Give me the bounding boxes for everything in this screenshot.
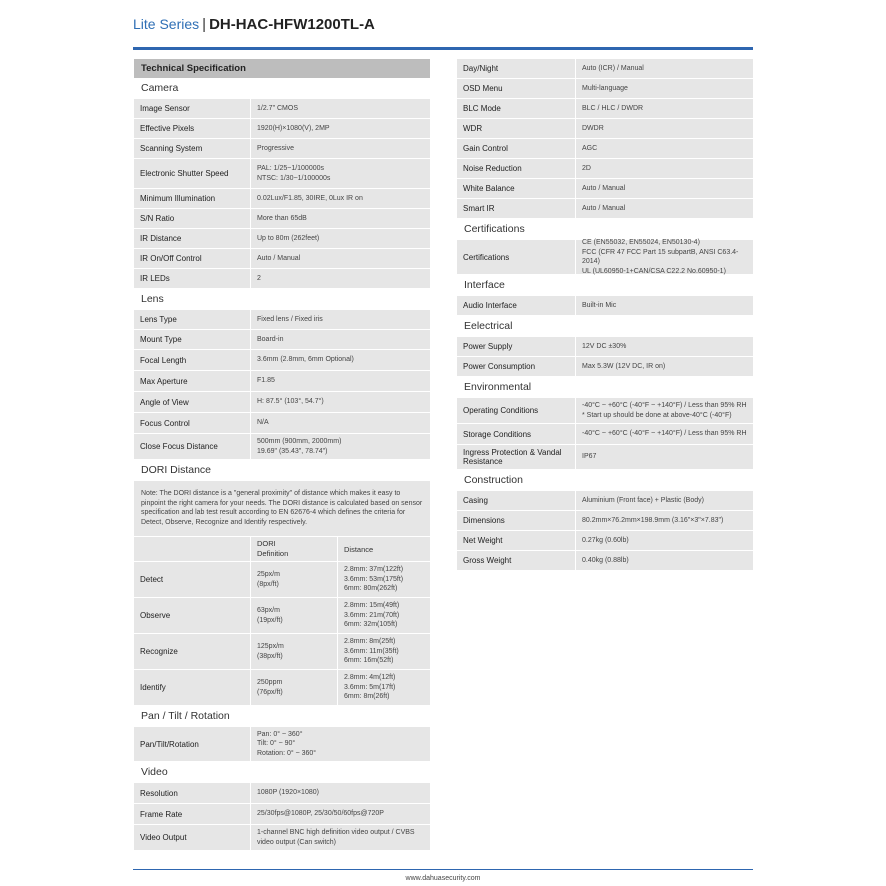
section-environmental: Environmental <box>464 381 532 393</box>
construction-rows <box>457 491 753 570</box>
spec-key: Power Supply <box>463 342 513 351</box>
spec-value: Auto / Manual <box>575 179 753 198</box>
spec-key: Resolution <box>140 788 178 798</box>
section-certifications: Certifications <box>464 223 525 235</box>
spec-row <box>134 350 430 370</box>
spec-value: Progressive <box>250 139 430 158</box>
spec-key: Certifications <box>463 252 510 262</box>
spec-key: IR On/Off Control <box>140 254 202 263</box>
spec-row <box>134 825 430 850</box>
spec-value: N/A <box>250 413 430 433</box>
spec-value: Up to 80m (262feet) <box>250 229 430 248</box>
spec-row <box>457 337 753 356</box>
spec-row <box>457 159 753 178</box>
spec-key: Gross Weight <box>463 556 512 565</box>
spec-value: F1.85 <box>250 371 430 391</box>
spec-key: OSD Menu <box>463 84 503 93</box>
spec-key: Focal Length <box>140 355 187 365</box>
spec-key: Video Output <box>140 833 187 842</box>
spec-key: IR Distance <box>140 234 182 243</box>
spec-value: -40°C ~ +60°C (-40°F ~ +140°F) / Less than 95% RH <box>575 424 753 444</box>
spec-value: 12V DC ±30% <box>575 337 753 356</box>
spec-key: Mount Type <box>140 335 182 344</box>
spec-value: 2D <box>575 159 753 178</box>
spec-row <box>457 491 753 510</box>
spec-row <box>457 59 753 78</box>
dori-distance: 2.8mm: 15m(49ft) 3.6mm: 21m(70ft) 6mm: 32m(105ft) <box>337 598 430 633</box>
section-interface: Interface <box>464 279 505 291</box>
series-name: Lite Series <box>133 16 200 32</box>
spec-row <box>134 371 430 391</box>
dori-label: Identify <box>140 683 166 692</box>
spec-value: 1-channel BNC high definition video output / CVBS video output (Can switch) <box>250 825 430 850</box>
spec-key: Electronic Shutter Speed <box>140 169 229 178</box>
spec-row <box>134 434 430 459</box>
spec-title: Technical Specification <box>134 59 430 78</box>
dori-definition: 125px/m (38px/ft) <box>250 634 337 669</box>
dori-label: Recognize <box>140 647 178 656</box>
spec-value: DWDR <box>575 119 753 138</box>
spec-value: BLC / HLC / DWDR <box>575 99 753 118</box>
spec-row <box>134 139 430 158</box>
dori-label: Observe <box>140 611 171 620</box>
spec-key: White Balance <box>463 184 515 193</box>
spec-key: Storage Conditions <box>463 429 532 439</box>
section-pan-tilt-rotation: Pan / Tilt / Rotation <box>141 710 230 722</box>
spec-key: WDR <box>463 124 483 133</box>
spec-value: 0.40kg (0.88lb) <box>575 551 753 570</box>
spec-row <box>457 551 753 570</box>
spec-key: Scanning System <box>140 144 203 153</box>
spec-row <box>134 249 430 268</box>
spec-row <box>457 424 753 444</box>
spec-key: Dimensions <box>463 516 505 525</box>
spec-row <box>134 99 430 118</box>
spec-key: Ingress Protection & Vandal Resistance <box>463 448 562 466</box>
dori-row <box>134 670 430 705</box>
certifications-rows <box>457 240 753 274</box>
spec-value: 2 <box>250 269 430 288</box>
spec-value: 0.27kg (0.60lb) <box>575 531 753 550</box>
spec-row <box>457 511 753 530</box>
spec-row <box>134 119 430 138</box>
spec-row <box>134 727 430 761</box>
spec-key: Casing <box>463 496 488 505</box>
spec-value: IP67 <box>575 445 753 469</box>
spec-row <box>134 392 430 412</box>
spec-value: 1080P (1920×1080) <box>250 783 430 803</box>
dori-distance: 2.8mm: 4m(12ft) 3.6mm: 5m(17ft) 6mm: 8m(26ft) <box>337 670 430 705</box>
spec-row <box>134 413 430 433</box>
header-rule <box>133 47 753 50</box>
spec-value: Fixed lens / Fixed iris <box>250 310 430 329</box>
camera-rows <box>134 99 430 288</box>
spec-value: Auto / Manual <box>575 199 753 218</box>
spec-key: S/N Ratio <box>140 214 175 223</box>
dori-definition: 250ppm (76px/ft) <box>250 670 337 705</box>
spec-key: Pan/Tilt/Rotation <box>140 739 199 749</box>
dori-definition: 63px/m (19px/ft) <box>250 598 337 633</box>
spec-key: Smart IR <box>463 204 495 213</box>
dori-distance: 2.8mm: 37m(122ft) 3.6mm: 53m(175ft) 6mm: 80m(262ft) <box>337 562 430 597</box>
spec-row <box>457 398 753 423</box>
ptr-rows <box>134 727 430 761</box>
spec-key: Image Sensor <box>140 104 190 113</box>
spec-row <box>457 79 753 98</box>
footer-url: www.dahuasecurity.com <box>405 875 481 882</box>
spec-row <box>134 269 430 288</box>
spec-row <box>457 445 753 469</box>
spec-row <box>457 240 753 274</box>
section-dori: DORI Distance <box>141 464 212 476</box>
general-rows <box>457 59 753 218</box>
spec-row <box>134 330 430 349</box>
spec-key: Max Aperture <box>140 376 188 386</box>
section-construction: Construction <box>464 474 523 486</box>
spec-value: More than 65dB <box>250 209 430 228</box>
dori-row <box>134 598 430 633</box>
spec-key: Day/Night <box>463 64 499 73</box>
model-name: DH-HAC-HFW1200TL-A <box>209 16 375 33</box>
section-video: Video <box>141 766 168 778</box>
spec-key: IR LEDs <box>140 274 170 283</box>
lens-rows <box>134 310 430 459</box>
dori-row <box>134 562 430 597</box>
spec-row <box>457 179 753 198</box>
spec-key: Minimum Illumination <box>140 194 216 203</box>
header-separator: | <box>202 16 207 33</box>
spec-value: Multi-language <box>575 79 753 98</box>
spec-value: Pan: 0° ~ 360° Tilt: 0° ~ 90° Rotation: 0° ~ 360° <box>250 727 430 761</box>
interface-rows <box>457 296 753 315</box>
spec-row <box>457 531 753 550</box>
spec-row <box>457 99 753 118</box>
spec-value: -40°C ~ +60°C (-40°F ~ +140°F) / Less than 95% RH * Start up should be done at above-40°C (-40°F) <box>575 398 753 423</box>
spec-value: AGC <box>575 139 753 158</box>
spec-row <box>457 119 753 138</box>
spec-key: Power Consumption <box>463 362 536 371</box>
dori-rows <box>134 562 430 705</box>
spec-value: 80.2mm×76.2mm×198.9mm (3.16"×3"×7.83") <box>575 511 753 530</box>
spec-key: Lens Type <box>140 315 177 324</box>
spec-value: Built-in Mic <box>575 296 753 315</box>
dori-header-definition: DORI Definition <box>250 537 337 561</box>
dori-header-blank <box>134 537 250 561</box>
footer-rule <box>133 869 753 870</box>
spec-key: Angle of View <box>140 397 189 407</box>
dori-header-distance: Distance <box>337 537 430 561</box>
spec-value: Board-in <box>250 330 430 349</box>
spec-value: Aluminium (Front face) + Plastic (Body) <box>575 491 753 510</box>
electrical-rows <box>457 337 753 376</box>
spec-value: 1/2.7" CMOS <box>250 99 430 118</box>
section-lens: Lens <box>141 293 164 305</box>
spec-key: Net Weight <box>463 536 503 545</box>
spec-row <box>134 229 430 248</box>
spec-row <box>134 310 430 329</box>
spec-key: Frame Rate <box>140 809 183 819</box>
dori-header-row <box>134 537 430 561</box>
dori-label: Detect <box>140 575 164 584</box>
spec-row <box>134 189 430 208</box>
video-rows <box>134 783 430 850</box>
dori-row <box>134 634 430 669</box>
spec-value: CE (EN55032, EN55024, EN50130-4) FCC (CFR 47 FCC Part 15 subpartB, ANSI C63.4-2014) UL (UL60950-1+CAN/CSA C22.2 No.60950-1) <box>575 240 753 274</box>
right-column <box>457 59 753 571</box>
spec-key: Noise Reduction <box>463 164 522 173</box>
spec-value: H: 87.5° (103°, 54.7°) <box>250 392 430 412</box>
spec-row <box>134 804 430 824</box>
spec-value: Auto / Manual <box>250 249 430 268</box>
spec-key: Audio Interface <box>463 301 517 310</box>
section-electrical: Eelectrical <box>464 320 513 332</box>
dori-definition: 25px/m (8px/ft) <box>250 562 337 597</box>
spec-value: PAL: 1/25~1/100000s NTSC: 1/30~1/100000s <box>250 159 430 188</box>
spec-value: 25/30fps@1080P, 25/30/50/60fps@720P <box>250 804 430 824</box>
spec-row <box>134 209 430 228</box>
spec-value: 0.02Lux/F1.85, 30IRE, 0Lux IR on <box>250 189 430 208</box>
spec-value: Auto (ICR) / Manual <box>575 59 753 78</box>
spec-key: Operating Conditions <box>463 406 539 415</box>
dori-note: Note: The DORI distance is a "general proximity" of distance which makes it easy to pinpoint the right camera for your needs. The DORI distance is calculated based on sensor specification and lab test result according to EN 62676-4 which defines the criteria for Detect, Observe, Recognize and Identify respectively. <box>134 481 430 536</box>
spec-key: Focus Control <box>140 418 190 428</box>
spec-key: Gain Control <box>463 144 508 153</box>
spec-row <box>457 199 753 218</box>
environmental-rows <box>457 398 753 469</box>
section-camera: Camera <box>141 82 179 94</box>
spec-row <box>134 783 430 803</box>
document-header <box>133 16 375 40</box>
spec-value: 1920(H)×1080(V), 2MP <box>250 119 430 138</box>
spec-key: Close Focus Distance <box>140 442 218 451</box>
spec-row <box>457 296 753 315</box>
spec-value: Max 5.3W (12V DC, IR on) <box>575 357 753 376</box>
dori-distance: 2.8mm: 8m(25ft) 3.6mm: 11m(35ft) 6mm: 16m(52ft) <box>337 634 430 669</box>
spec-value: 3.6mm (2.8mm, 6mm Optional) <box>250 350 430 370</box>
spec-row <box>457 139 753 158</box>
spec-key: Effective Pixels <box>140 124 195 133</box>
spec-key: BLC Mode <box>463 104 501 113</box>
spec-row <box>134 159 430 188</box>
left-column <box>134 59 430 851</box>
spec-row <box>457 357 753 376</box>
spec-value: 500mm (900mm, 2000mm) 19.69" (35.43", 78.74") <box>250 434 430 459</box>
